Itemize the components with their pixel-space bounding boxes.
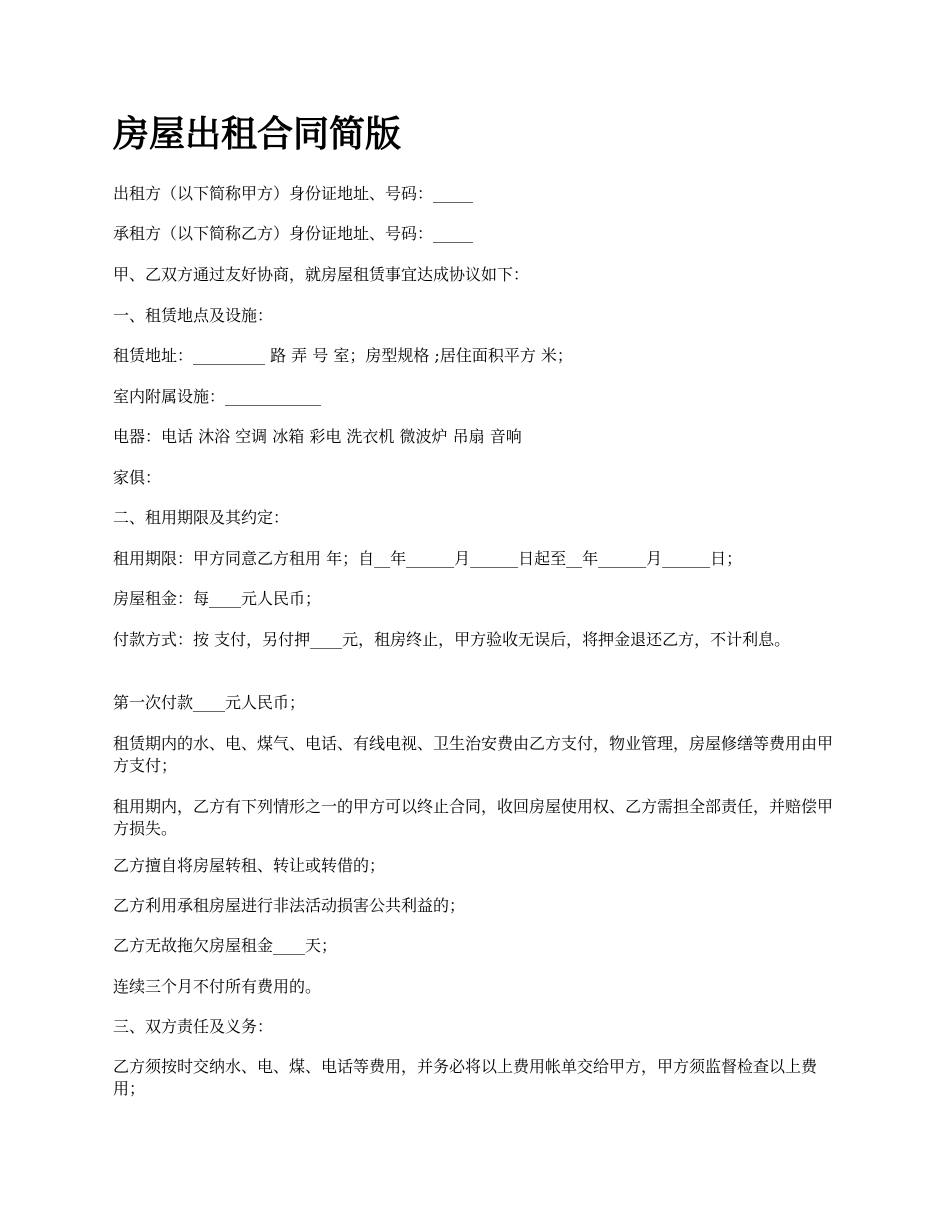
paragraph-rental-address: 租赁地址：_________ 路 弄 号 室；房型规格 ;居住面积平方 米； <box>113 346 573 365</box>
paragraph-termination: 租用期内，乙方有下列情形之一的甲方可以终止合同，收回房屋使用权、乙方需担全部责任，并赔偿甲方损失。 <box>113 797 834 838</box>
section-heading-term: 二、租用期限及其约定： <box>113 508 290 527</box>
paragraph-illegal-use: 乙方利用承租房屋进行非法活动损害公共利益的； <box>113 896 466 915</box>
paragraph-lessee: 承租方（以下简称乙方）身份证地址、号码：_____ <box>113 224 474 243</box>
paragraph-sublet: 乙方擅自将房屋转租、转让或转借的； <box>113 856 386 875</box>
paragraph-payment-method: 付款方式：按 支付，另付押____元，租房终止，甲方验收无误后，将押金退还乙方，不计利息。 <box>113 630 791 649</box>
section-heading-responsibilities: 三、双方责任及义务： <box>113 1017 274 1036</box>
paragraph-first-payment: 第一次付款____元人民币； <box>113 693 306 712</box>
document-title: 房屋出租合同简版 <box>113 114 402 155</box>
section-heading-location: 一、租赁地点及设施： <box>113 306 274 325</box>
paragraph-utility-fees: 租赁期内的水、电、煤气、电话、有线电视、卫生治安费由乙方支付，物业管理，房屋修缮等费用由甲方支付； <box>113 734 834 775</box>
paragraph-tenant-obligations: 乙方须按时交纳水、电、煤、电话等费用，并务必将以上费用帐单交给甲方，甲方须监督检查以上费用； <box>113 1057 818 1098</box>
paragraph-rent: 房屋租金：每____元人民币； <box>113 589 322 608</box>
paragraph-lease-period: 租用期限：甲方同意乙方租用 年；自__年______月______日起至__年______月______日； <box>113 549 743 568</box>
paragraph-furniture: 家俱： <box>113 468 162 487</box>
paragraph-unpaid-fees: 连续三个月不付所有费用的。 <box>113 977 322 996</box>
paragraph-appliances: 电器：电话 沐浴 空调 冰箱 彩电 洗衣机 微波炉 吊扇 音响 <box>113 427 522 446</box>
paragraph-rent-arrears: 乙方无故拖欠房屋租金____天； <box>113 936 338 955</box>
paragraph-agreement-intro: 甲、乙双方通过友好协商，就房屋租赁事宜达成协议如下： <box>113 265 530 284</box>
paragraph-lessor: 出租方（以下简称甲方）身份证地址、号码：_____ <box>113 184 474 203</box>
paragraph-facilities: 室内附属设施：____________ <box>113 387 322 406</box>
